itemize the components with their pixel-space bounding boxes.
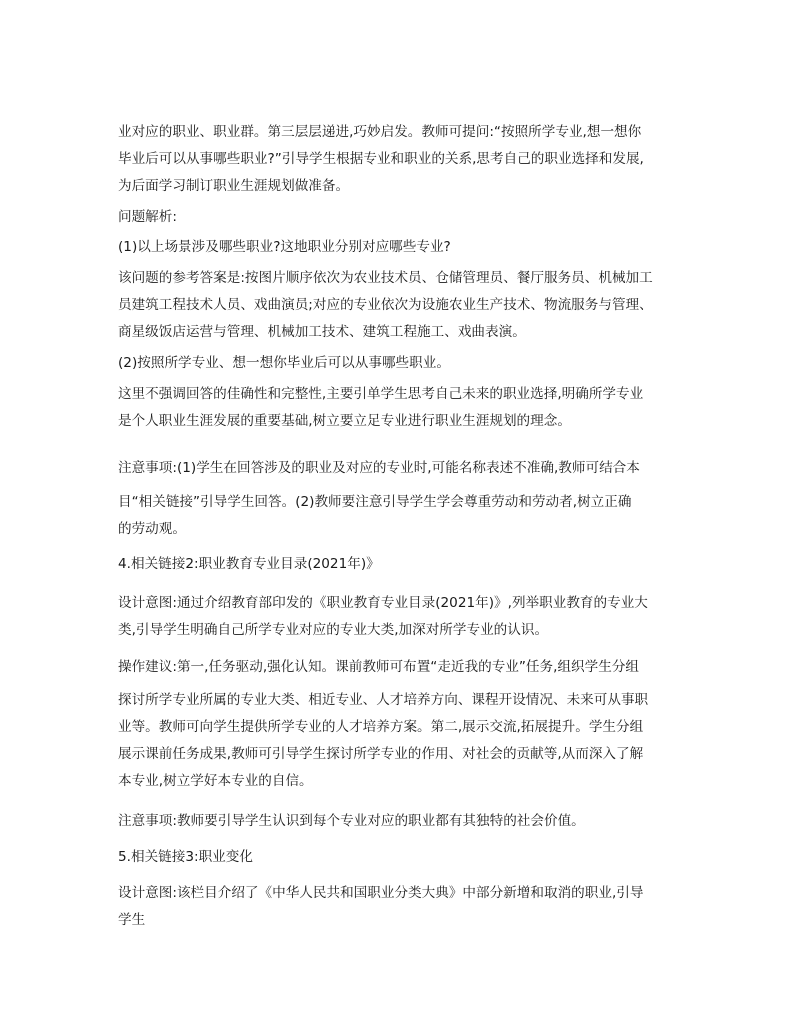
text-line: (1)以上场景涉及哪些职业?这地职业分别对应哪些专业?: [118, 239, 451, 255]
text-line: 的劳动观。: [118, 521, 186, 537]
section-heading: 4.相关链接2:职业教育专业目录(2021年)》: [118, 556, 380, 572]
text-line: 目“相关链接”引导学生回答。(2)教师要注意引导学生学会尊重劳动和劳动者,树立正确: [118, 494, 632, 510]
text-line: 注意事项:教师要引导学生认识到每个专业对应的职业都有其独特的社会价值。: [118, 813, 585, 829]
text-line: 该问题的参考答案是:按图片顺序依次为农业技术员、仓储管理员、餐厅服务员、机械加工: [118, 270, 653, 286]
text-line: 问题解析:: [118, 209, 177, 225]
text-line: 员建筑工程技术人员、戏曲演员;对应的专业依次为设施农业生产技术、物流服务与管理、: [118, 297, 653, 313]
text-line: 类,引导学生明确自己所学专业对应的专业大类,加深对所学专业的认识。: [118, 622, 549, 638]
text-line: 设计意图:通过介绍教育部印发的《职业教育专业目录(2021年)》,列举职业教育的专业大: [118, 595, 648, 611]
text-line: 学生: [118, 912, 146, 928]
text-line: 为后面学习制订职业生涯规划做准备。: [118, 178, 350, 194]
text-line: 探讨所学专业所属的专业大类、相近专业、人才培养方向、课程开设情况、未来可从事职: [118, 692, 649, 708]
text-line: 是个人职业生涯发展的重要基础,树立要立足专业进行职业生涯规划的理念。: [118, 413, 571, 429]
text-line: 商星级饭店运营与管理、机械加工技术、建筑工程施工、戏曲表演。: [118, 324, 526, 340]
text-line: 毕业后可以从事哪些职业?”引导学生根据专业和职业的关系,思考自己的职业选择和发展,: [118, 151, 644, 167]
text-line: 业等。教师可向学生提供所学专业的人才培养方案。第二,展示交流,拓展提升。学生分组: [118, 719, 644, 735]
section-heading: 5.相关链接3:职业变化: [118, 849, 253, 865]
text-line: (2)按照所学专业、想一想你毕业后可以从事哪些职业。: [118, 355, 450, 371]
text-line: 业对应的职业、职业群。第三层层递进,巧妙启发。教师可提问:“按照所学专业,想一想你: [118, 124, 642, 140]
text-line: 注意事项:(1)学生在回答涉及的职业及对应的专业时,可能名称表述不准确,教师可结合本: [118, 460, 640, 476]
text-line: 本专业,树立学好本专业的自信。: [118, 773, 313, 789]
text-line: 操作建议:第一,任务驱动,强化认知。课前教师可布置“走近我的专业”任务,组织学生分组: [118, 659, 640, 675]
text-line: 展示课前任务成果,教师可引导学生探讨所学专业的作用、对社会的贡献等,从而深入了解: [118, 746, 644, 762]
text-line: 这里不强调回答的佳确性和完整性,主要引单学生思考自己未来的职业选择,明确所学专业: [118, 386, 644, 402]
text-line: 设计意图:该栏目介绍了《中华人民共和国职业分类大典》中部分新增和取消的职业,引导: [118, 885, 644, 901]
